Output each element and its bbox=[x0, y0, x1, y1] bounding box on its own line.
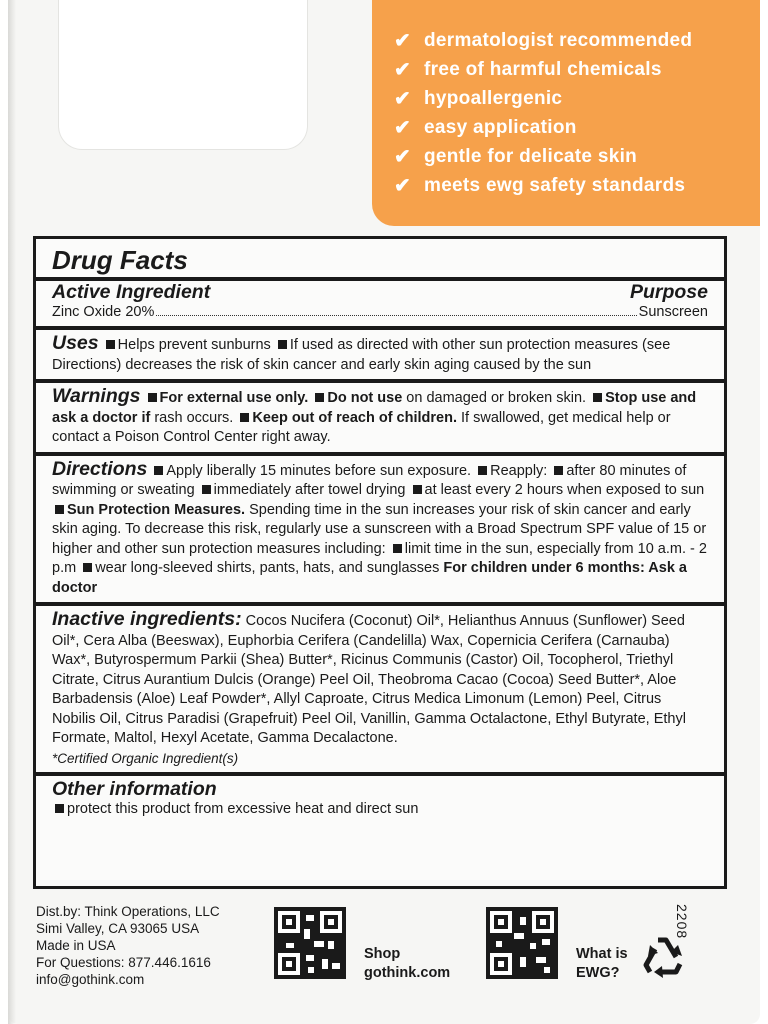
bullet-icon bbox=[55, 505, 64, 514]
lot-code: 2208 bbox=[674, 904, 690, 940]
inactive-ingredients-heading: Inactive ingredients: bbox=[52, 608, 242, 630]
bullet-icon bbox=[202, 485, 211, 494]
benefits-panel bbox=[372, 0, 760, 226]
distributor-info: Dist.by: Think Operations, LLC Simi Valley, CA 93065 USA Made in USA For Questions: 877.446.1616 info@gothink.com bbox=[36, 904, 220, 987]
check-icon: ✔ bbox=[394, 30, 412, 52]
inactive-ingredients-section bbox=[36, 602, 724, 772]
leader-dots bbox=[156, 315, 636, 316]
bullet-icon bbox=[55, 804, 64, 813]
qr-code-icon[interactable] bbox=[274, 907, 346, 979]
benefit-item: ✔ dermatologist recommended bbox=[394, 29, 693, 52]
purpose-heading: Purpose bbox=[629, 281, 708, 303]
benefit-item: ✔ hypoallergenic bbox=[394, 87, 563, 110]
shop-label: Shop gothink.com bbox=[364, 946, 451, 981]
uses-section: Uses Helps prevent sunburns If used as directed with other sun protection measures (see Directions) decreases the risk of skin cancer and early skin aging caused by the sun bbox=[36, 326, 724, 379]
contact-email: info@gothink.com bbox=[36, 972, 145, 987]
package-edge bbox=[8, 0, 16, 1024]
benefit-item: ✔ easy application bbox=[394, 116, 577, 139]
other-information-section: Other information protect this product from excessive heat and direct sun bbox=[36, 772, 724, 823]
bullet-icon bbox=[106, 340, 115, 349]
bullet-icon bbox=[83, 563, 92, 572]
bullet-icon bbox=[393, 544, 402, 553]
bullet-icon bbox=[148, 393, 157, 402]
drug-facts-title: Drug Facts bbox=[36, 239, 724, 281]
directions-section: Directions Apply liberally 15 minutes before sun exposure. Reapply: after 80 minutes of swimming or sweating immediately after towel drying at least every 2 hours when exposed to sun Sun Protection Measures. Spending time in the sun increases your risk of skin cancer and early skin aging. To decrease this risk, regularly use a sunscreen with a Broad Spectrum SPF value of 15 or higher and other sun protection measures including: limit time in the sun, especially from 10 a.m. - 2 p.m wear long-sleeved shirts, pants, hats, and sunglasses For children under 6 months: Ask a doctor bbox=[36, 452, 724, 603]
check-icon: ✔ bbox=[394, 59, 412, 81]
warnings-section: Warnings For external use only. Do not use on damaged or broken skin. Stop use and ask a doctor if rash occurs. Keep out of reach of children. If swallowed, get medical help or contact a Poison Control Center right away. bbox=[36, 379, 724, 452]
active-ingredient-purpose: Sunscreen bbox=[638, 303, 708, 320]
check-icon: ✔ bbox=[394, 117, 412, 139]
footer bbox=[36, 903, 736, 1013]
directions-heading: Directions bbox=[52, 457, 148, 480]
active-ingredient-heading: Active Ingredient bbox=[52, 281, 211, 303]
benefit-item: ✔ free of harmful chemicals bbox=[394, 58, 662, 81]
ewg-label: What is EWG? bbox=[576, 946, 628, 981]
bullet-icon bbox=[478, 466, 487, 475]
check-icon: ✔ bbox=[394, 175, 412, 197]
inactive-ingredients-text: Cocos Nucifera (Coconut) Oil*, Helianthus Annuus (Sunflower) Seed Oil*, Cera Alba (Beeswax), Euphorbia Cerifera (Candelilla) Wax, Copernicia Cerifera (Carnauba) Wax*, Butyrospermum Parkii (Shea) Butter*, Ricinus Communis (Castor) Oil, Tocopherol, Triethyl Citrate, Citrus Aurantium Dulcis (Orange) Peel Oil, Theobroma Cacao (Cocoa) Seed Butter*, Aloe Barbadensis (Aloe) Leaf Powder*, Allyl Caproate, Citrus Medica Limonum (Lemon) Peel, Citrus Nobilis Oil, Citrus Paradisi (Grapefruit) Peel Oil, Vanillin, Gamma Octalactone, Ethyl Butyrate, Ethyl Formate, Maltol, Hexyl Acetate, Gamma Decalactone. bbox=[52, 613, 686, 746]
benefits-list bbox=[394, 26, 692, 200]
check-icon: ✔ bbox=[394, 146, 412, 168]
bullet-icon bbox=[315, 393, 324, 402]
warnings-heading: Warnings bbox=[52, 385, 141, 407]
qr-code-icon[interactable] bbox=[486, 907, 558, 979]
bullet-icon bbox=[413, 485, 422, 494]
bullet-icon bbox=[154, 466, 163, 475]
other-information-heading: Other information bbox=[52, 778, 217, 800]
benefit-item: ✔ gentle for delicate skin bbox=[394, 145, 638, 168]
active-ingredient-section bbox=[36, 281, 724, 326]
bullet-icon bbox=[593, 393, 602, 402]
uses-heading: Uses bbox=[52, 332, 99, 354]
hang-tab-cutout bbox=[58, 0, 308, 150]
active-ingredient-name: Zinc Oxide 20% bbox=[52, 303, 155, 320]
drug-facts-panel bbox=[33, 236, 727, 889]
bullet-icon bbox=[240, 413, 249, 422]
bullet-icon bbox=[554, 466, 563, 475]
organic-note: *Certified Organic Ingredient(s) bbox=[52, 750, 239, 766]
benefit-item: ✔ meets ewg safety standards bbox=[394, 174, 686, 197]
check-icon: ✔ bbox=[394, 88, 412, 110]
bullet-icon bbox=[278, 340, 287, 349]
